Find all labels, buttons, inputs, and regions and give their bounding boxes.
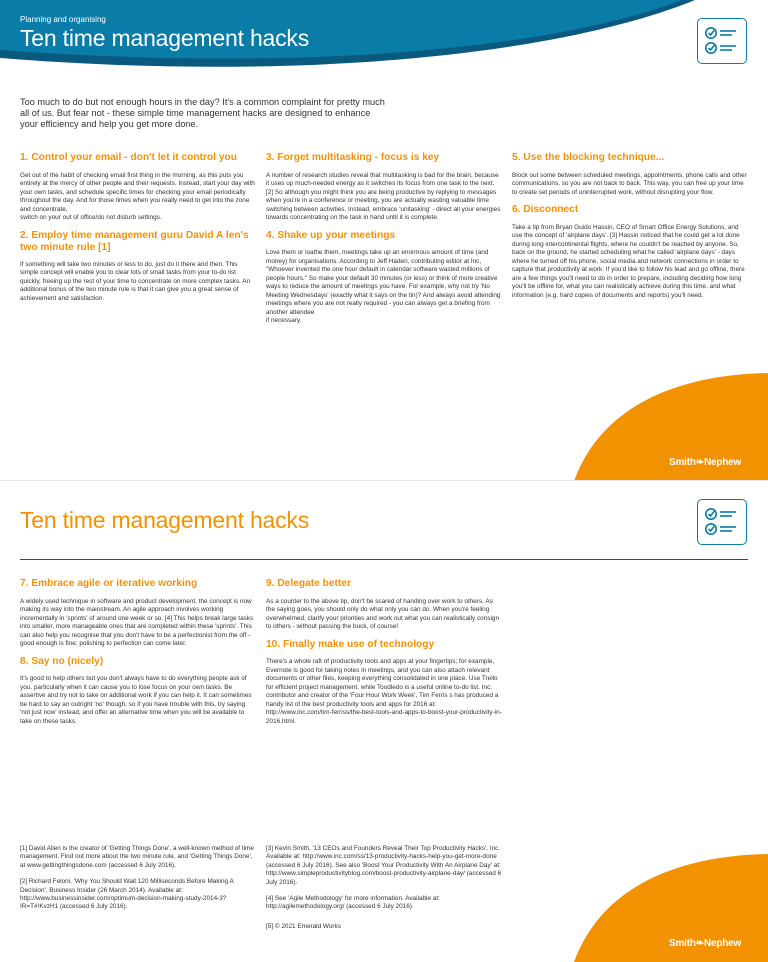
hack-1-body: Get out of the habit of checking email first thing in the morning, as this puts you entirely at the mercy of other people and their requests. Instead, start your day with your own tasks, and schedule specific times for checking your email periodically throughout the day. And for those times when you really need to get into the zone and concentrate, switch on your out of office/do not disturb settings.: [20, 171, 255, 221]
hack-5-heading: 5. Use the blocking technique...: [512, 152, 665, 163]
footnote-2: [2] Richard Feloni, 'Why You Should Wait 120 Milliseconds Before Making A Decision', Business Insider (26 March 2014). Available at: http://www.businessinsider.com/optimum-decision-making-study-2014-3?IR=T#!KvzH1 (accessed 6 July 2016).: [20, 878, 234, 911]
hack-5-body: Block out some between scheduled meetings, appointments, phone calls and other communications, so you are not back to back. This way, you can free up your time to create set periods of uninterrupted work, without disrupting your flow.: [512, 171, 747, 196]
smith-nephew-logo: Smith❧Nephew: [669, 938, 742, 949]
hack-8-heading: 8. Say no (nicely): [20, 655, 104, 667]
hack-2-heading: 2. Employ time management guru David A len's two minute rule [1]: [20, 229, 249, 253]
hack-10-heading: 10. Finally make use of technology: [266, 638, 435, 650]
hack-10-body: There's a whole raft of productivity tools and apps at your fingertips; for example, Evernote is good for taking notes in meetings, and you can also attach relevant documents or other files, keeping everything consolidated in one place. Use Trello for efficient project management, while Toodledo is a useful online to-do list. Inc. contributor and creator of the 'Four Hour Work Week', Tim Ferris s has produced a handy list of the best productivity tools and apps for 2016 at: http://www.inc.com/tim-ferriss/the-best-tools-and-apps-to-boost-your-productivity-in-2016.html.: [266, 658, 502, 725]
hack-4-body: Love them or loathe them, meetings take up an enormous amount of time (and money) for organisations. According to Jeff Haden, contributing editor at Inc, "Whoever invented the one hour default in calendar software wasted millions of people hours." So make your default 30 minutes (or less) or think of more creative ways to reduce the amount of meetings you have. For example, why not try 'No Meeting Wednesdays' (exactly what it says on the tin)? And always avoid attending meetings where you are not really required - you can always get a briefing from another attendee if necessary.: [266, 249, 501, 324]
hack-7-heading: 7. Embrace agile or iterative working: [20, 578, 198, 589]
hack-8-body: It's good to help others but you don't always have to do everything people ask of you, particularly when it can cause you to lose focus on your own tasks. Be assertive and try not to take on additional work if you can help it. It can sometimes be hard to say an outright 'no' though, so if you have trouble with this, try saying 'not just now' instead, and offer an alternative time when you will be available to take on these tasks.: [20, 675, 252, 725]
hack-7-body: A widely used technique in software and product development, the concept is now making its way into the mainstream. An agile approach involves working incrementally in 'sprints' of around one week or so. [4] This helps break large tasks into smaller, more manageable ones that are completed within these 'sprints'. This can also help you recognise that you don't have to be a perfectionist from the off - good enough is fine; polishing to perfection can come later.: [20, 597, 254, 647]
hack-4-heading: 4. Shake up your meetings: [266, 229, 396, 241]
checklist-icon: [697, 499, 747, 545]
page-2: [0, 481, 768, 962]
hack-2-body: If something will take two minutes or less to do, just do it there and then. This simple concept will enable you to clear lots of small tasks from your to-do list quickly, freeing up the rest of your time to concentrate on more complex tasks. An additional bonus of the two minute rule is that it can give you a great sense of achievement and satisfaction.: [20, 260, 251, 302]
column-2: [266, 578, 502, 726]
hack-9-body: As a counter to the above tip, don't be scared of handing over work to others. As the saying goes, you should only do what only you can do. When you're feeling overwhelmed, clarify your priorities and work out what you can realistically consign to others - without passing the buck, of course!: [266, 597, 500, 630]
hack-9-heading: 9. Delegate better: [266, 578, 351, 589]
footnotes-right: [266, 845, 504, 931]
page-title: Ten time management hacks: [20, 25, 310, 51]
footnote-1: [1] David Allen is the creator of 'Getting Things Done', a well-known method of time management. Find out more about the two minute rule, and 'Getting Things Done', at www.gettingthingsdone.com (accessed 6 July 2016).: [20, 845, 254, 869]
footnote-3: [3] Kevin Smith, '13 CEOs and Founders Reveal Their Top Productivity Hacks', Inc. Available at: http://www.inc.com/ss/13-productivity-hacks-help-you-get-more-done (accessed 6 July 2016). See also 'Boost Your Productivity With An Airplane Day' at: http://www.simpleproductivityblog.com/boost-productivity-airplane-day/ (accessed 6 July 2016).: [266, 845, 502, 886]
checklist-icon: [697, 18, 747, 64]
section-kicker: Planning and organising: [20, 15, 106, 24]
title-rule: [20, 559, 748, 560]
footnote-4: [4] See 'Agile Methodology' for more information. Available at: http://agilemethodology.org/ (accessed 6 July 2016).: [266, 895, 440, 911]
hack-1-heading: 1. Control your email - don't let it control you: [20, 152, 237, 163]
intro-paragraph: Too much to do but not enough hours in the day? It's a common complaint for pretty much all of us. But fear not - these simple time management hacks are designed to enhance your efficiency and help you get more done.: [20, 97, 385, 129]
hack-3-heading: 3. Forget multitasking - focus is key: [266, 152, 440, 163]
column-2: [266, 152, 502, 326]
footnote-5: [5] © 2021 Emerald Works: [266, 922, 341, 930]
hack-6-body: Take a tip from Bryan Guido Hassin, CEO of Smart Office Energy Solutions, and use the concept of 'airplane days'. [3] Hassin noticed that he could get a lot done during long intercontinental flights, where he couldn't be reached by anyone. So, back on the ground, he started scheduling what he called 'airplane days' - days where he turned off his phone, social media and network connections in order to capture that productivity at work. If you'd like to follow his lead and go offline, there are a few things you'll need to do in order to prepare, including deciding how long you'll be offline for, what you can realistically achieve during this time, and what information (e.g. hard copies of documents and reports) you'll need.: [512, 223, 745, 299]
hack-3-body: A number of research studies reveal that multitasking is bad for the brain, because it uses up much-needed energy as it switches its focus from one task to the next. [2] So although you might think you are being productive by replying to messages when you're in a conference or meeting, you are actually wasting valuable time switching between activities. Instead, embrace 'unitasking' - direct all your energies towards concentrating on the task in hand until it is complete.: [266, 171, 501, 221]
footnotes-left: [20, 845, 255, 912]
column-1: [20, 152, 255, 303]
page-title-2: Ten time management hacks: [20, 507, 310, 533]
smith-nephew-logo: Smith❧Nephew: [669, 457, 742, 468]
hack-6-heading: 6. Disconnect: [512, 204, 579, 215]
column-3: [512, 152, 748, 300]
column-1: [20, 578, 255, 726]
